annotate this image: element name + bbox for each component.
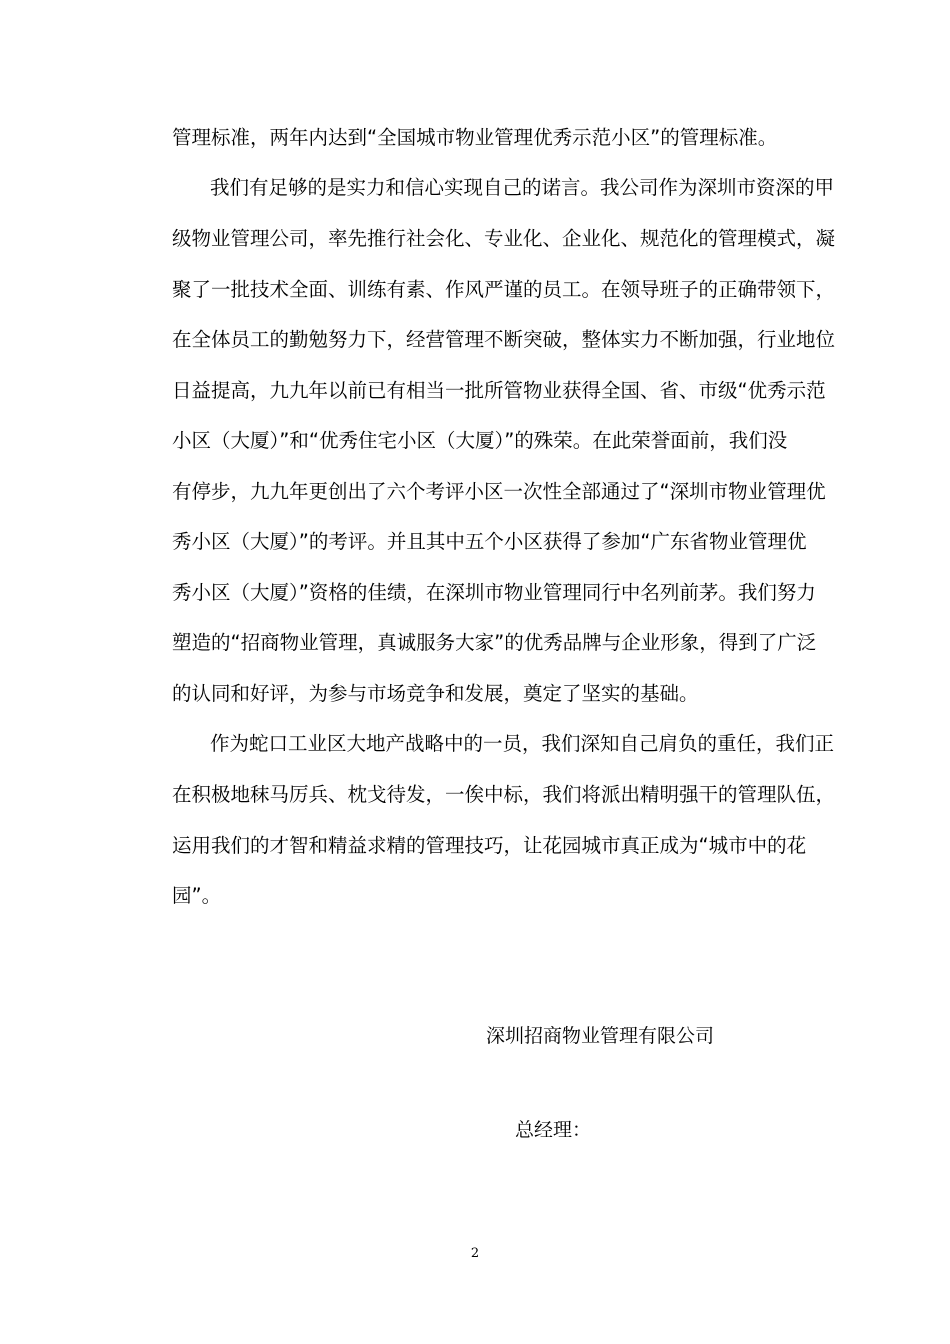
paragraph-line: 园”。 (172, 884, 222, 907)
paragraph-line: 运用我们的才智和精益求精的管理技巧，让花园城市真正成为“城市中的花 (172, 834, 807, 857)
paragraph-line: 管理标准，两年内达到“全国城市物业管理优秀示范小区”的管理标准。 (172, 126, 778, 149)
paragraph-line: 秀小区（大厦）”资格的佳绩，在深圳市物业管理同行中名列前茅。我们努力 (172, 581, 816, 604)
paragraph-line: 在全体员工的勤勉努力下，经营管理不断突破，整体实力不断加强，行业地位 (172, 328, 836, 351)
paragraph-line: 在积极地秣马厉兵、枕戈待发，一俟中标，我们将派出精明强干的管理队伍， (172, 783, 836, 806)
paragraph-line: 作为蛇口工业区大地产战略中的一员，我们深知自己肩负的重任，我们正 (210, 732, 835, 755)
company-name: 深圳招商物业管理有限公司 (486, 1025, 715, 1047)
paragraph-line: 有停步，九九年更创出了六个考评小区一次性全部通过了“深圳市物业管理优 (172, 480, 826, 503)
general-manager-label: 总经理： (515, 1119, 592, 1141)
paragraph-line: 日益提高，九九年以前已有相当一批所管物业获得全国、省、市级“优秀示范 (172, 379, 826, 402)
page-number: 2 (470, 1246, 480, 1261)
paragraph-line: 的认同和好评，为参与市场竞争和发展，奠定了坚实的基础。 (172, 682, 699, 705)
paragraph-line: 我们有足够的是实力和信心实现自己的诺言。我公司作为深圳市资深的甲 (210, 176, 835, 199)
paragraph-line: 秀小区（大厦）”的考评。并且其中五个小区获得了参加“广东省物业管理优 (172, 530, 807, 553)
paragraph-line: 塑造的“招商物业管理，真诚服务大家”的优秀品牌与企业形象，得到了广泛 (172, 631, 817, 654)
paragraph-line: 小区（大厦）”和“优秀住宅小区（大厦）”的殊荣。在此荣誉面前，我们没 (172, 429, 788, 452)
paragraph-line: 聚了一批技术全面、训练有素、作风严谨的员工。在领导班子的正确带领下， (172, 278, 836, 301)
paragraph-line: 级物业管理公司，率先推行社会化、专业化、企业化、规范化的管理模式，凝 (172, 227, 836, 250)
